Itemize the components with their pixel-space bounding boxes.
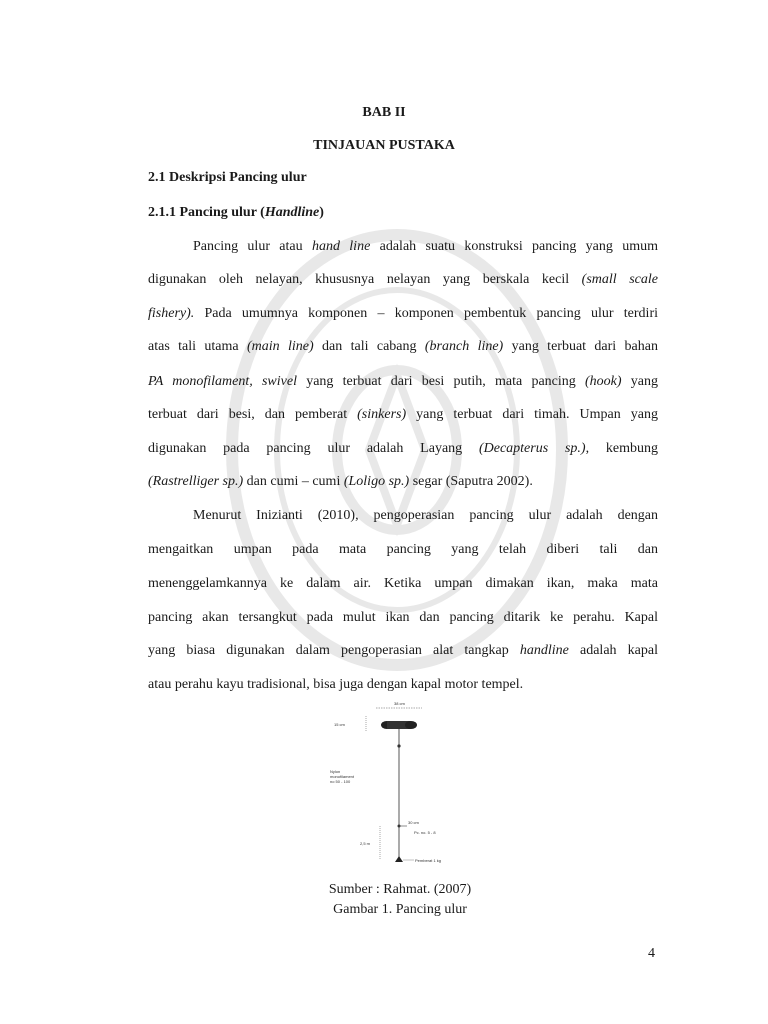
sinker-label: Pemberat 1 kg [415, 858, 442, 863]
text-run: menenggelamkannya ke dalam air. Ketika umpan dimakan ikan, maka mata [148, 576, 658, 591]
main-line-label-2: monofilament [330, 774, 355, 779]
text-run: hand line [311, 239, 371, 254]
text-run: digunakan oleh nelayan, khususnya nelayan yang berskala kecil [148, 272, 582, 287]
text-run: Pancing ulur atau [193, 239, 312, 254]
figure-source: Sumber : Rahmat. (2007) [328, 882, 472, 897]
text-run: dan tali cabang [313, 339, 425, 354]
reel-right [405, 721, 417, 729]
main-line-label-3: no 50 - 100 [330, 779, 351, 784]
chapter-title: TINJAUAN PUSTAKA [313, 138, 455, 153]
text-run: adalah suatu konstruksi pancing yang umum [370, 239, 658, 254]
text-run: terbuat dari besi, dan pemberat [148, 407, 358, 422]
paragraph-1-line-6 [148, 406, 658, 424]
left-top-label: 15 cm [334, 722, 345, 727]
paragraph-1-line-1 [193, 238, 658, 256]
paragraph-1-line-4 [148, 338, 658, 356]
text-run: (sinkers) [357, 407, 407, 422]
text-run: yang terbuat dari timah. Umpan yang [406, 407, 658, 422]
text-run: (hook) [584, 374, 622, 389]
section-heading: 2.1 Deskripsi Pancing ulur [148, 170, 307, 185]
text-run: mengaitkan umpan pada mata pancing yang telah diberi tali dan [148, 542, 658, 557]
text-run: adalah kapal [568, 643, 658, 658]
text-run: (Loligo sp.) [343, 474, 410, 489]
main-line-label-1: Nylon [330, 769, 341, 774]
depth-label: 2,5 m [360, 841, 371, 846]
paragraph-2-line-3 [148, 575, 658, 593]
text-run: yang biasa digunakan dalam pengoperasian alat tangkap [148, 643, 520, 658]
paragraph-1-line-7 [148, 440, 658, 458]
text-run: PA monofilament, swivel [148, 374, 297, 389]
paragraph-1-line-3 [148, 305, 658, 323]
text-run: handline [519, 643, 569, 658]
text-run: (branch line) [424, 339, 504, 354]
text-run: atas tali utama [148, 339, 247, 354]
branch-label: 30 cm [408, 820, 419, 825]
text-run: yang [621, 374, 658, 389]
paragraph-1-line-8 [148, 473, 658, 491]
subsection-prefix: 2.1.1 Pancing ulur ( [148, 205, 265, 220]
paragraph-2-line-1 [193, 507, 658, 525]
text-run: segar (Saputra 2002). [409, 474, 533, 489]
paragraph-1-line-5 [148, 373, 658, 391]
figure-caption: Gambar 1. Pancing ulur [333, 902, 467, 917]
text-run: Pada umumnya komponen – komponen pembentuk pancing ulur terdiri [194, 306, 658, 321]
paragraph-2-line-6 [148, 676, 658, 694]
text-run: fishery). [148, 306, 195, 321]
paragraph-2-line-2 [148, 541, 658, 559]
top-width-label: 38 cm [394, 701, 405, 706]
page-number: 4 [648, 946, 655, 961]
paragraph-2-line-5 [148, 642, 658, 660]
sinker [395, 856, 403, 862]
text-run: digunakan pada pancing ulur adalah Layang [148, 441, 479, 456]
text-run: , kembung [585, 441, 659, 456]
paragraph-1-line-2 [148, 271, 658, 289]
subsection-heading [148, 205, 324, 221]
chapter-label: BAB II [362, 105, 406, 120]
handline-diagram [322, 698, 478, 868]
text-run: (small scale [581, 272, 659, 287]
subsection-italic: Handline [264, 205, 320, 220]
text-run: dan cumi – cumi [243, 474, 344, 489]
paragraph-2-line-4 [148, 609, 658, 627]
text-run: pancing akan tersangkut pada mulut ikan dan pancing ditarik ke perahu. Kapal [148, 610, 658, 625]
swivel [397, 744, 400, 747]
text-run: (Decapterus sp.) [478, 441, 586, 456]
text-run: (Rastrelliger sp.) [148, 474, 244, 489]
text-run: (main line) [246, 339, 314, 354]
text-run: Menurut Inizianti (2010), pengoperasian pancing ulur adalah dengan [193, 508, 658, 523]
text-run: yang terbuat dari bahan [503, 339, 658, 354]
subsection-suffix: ) [319, 205, 324, 220]
text-run: yang terbuat dari besi putih, mata pancing [296, 374, 585, 389]
hook-label: Pc. no. 5 - 8 [414, 830, 436, 835]
text-run: atau perahu kayu tradisional, bisa juga dengan kapal motor tempel. [148, 677, 524, 692]
